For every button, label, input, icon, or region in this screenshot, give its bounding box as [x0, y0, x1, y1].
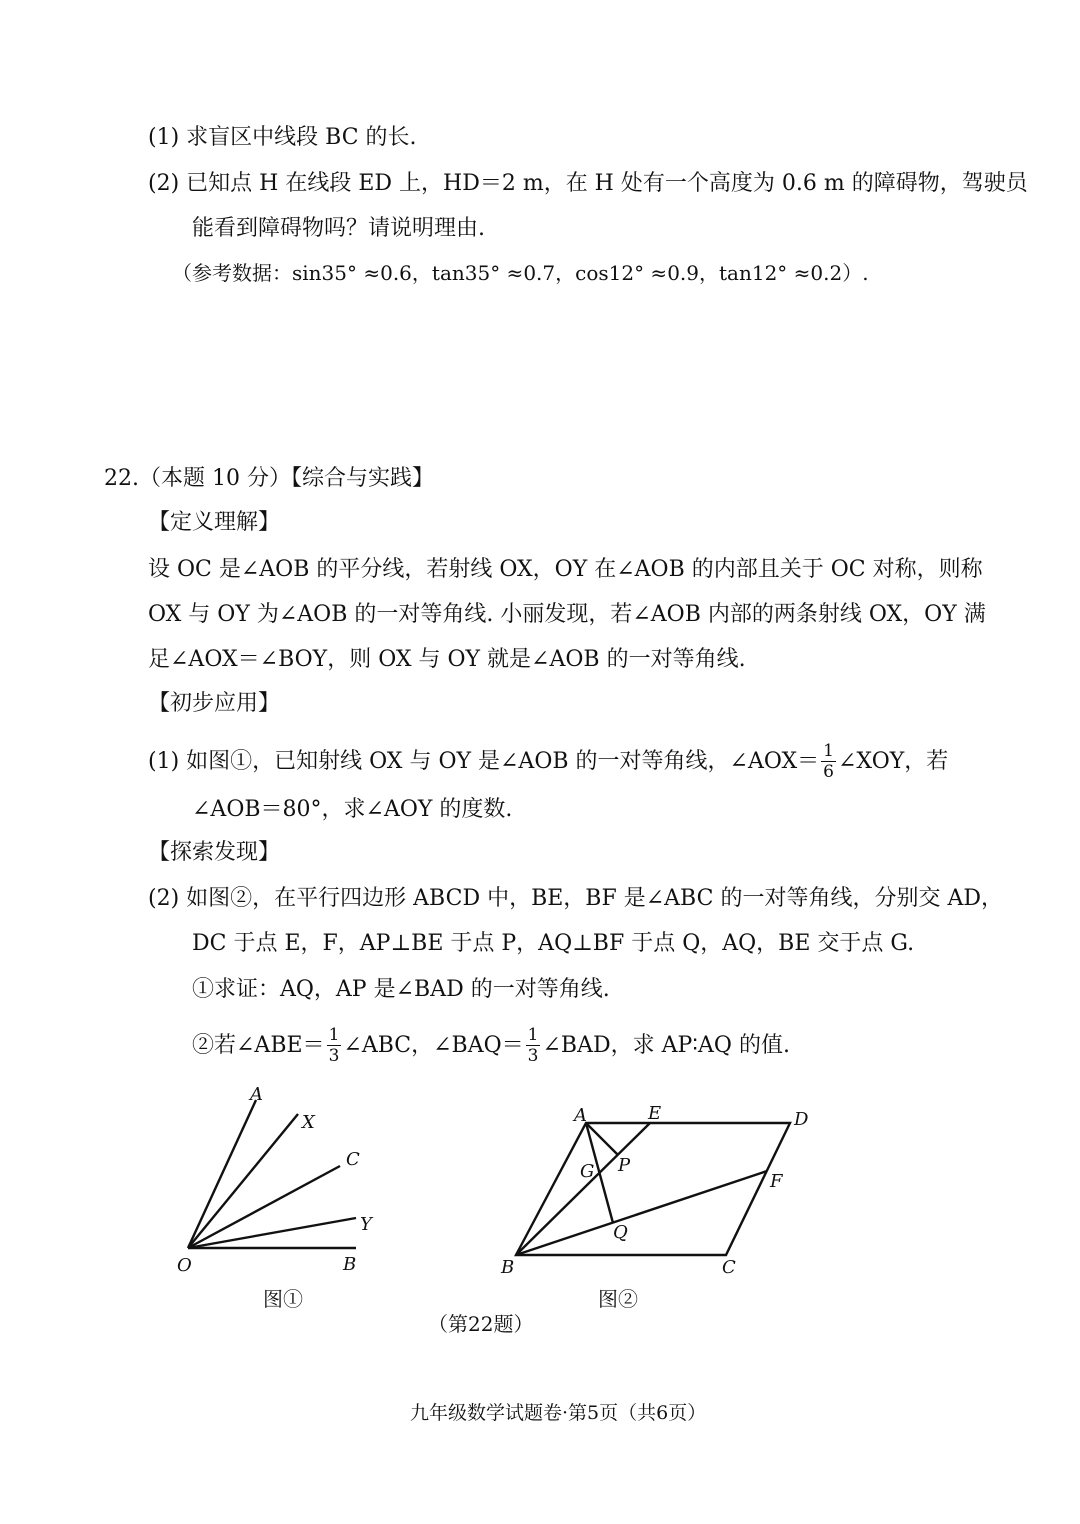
fraction-one-sixth — [821, 743, 836, 781]
point-label-C: C — [346, 1149, 360, 1170]
q22-definition-line1: 设 OC 是∠AOB 的平分线，若射线 OX，OY 在∠AOB 的内部且关于 OC 对称，则称 — [148, 557, 983, 582]
point-label-X: X — [302, 1112, 315, 1133]
fraction-one-third-b — [526, 1027, 541, 1065]
q21-sub1: (1) 求盲区中线段 BC 的长. — [148, 125, 417, 150]
fraction-denominator: 3 — [527, 1046, 539, 1066]
q22-definition-line2: OX 与 OY 为∠AOB 的一对等角线. 小丽发现，若∠AOB 内部的两条射线 OX，OY 满 — [148, 602, 986, 627]
q21-sub2-line1: (2) 已知点 H 在线段 ED 上，HD＝2 m，在 H 处有一个高度为 0.6 m 的障碍物，驾驶员 — [148, 171, 1028, 196]
q21-sub2-line2: 能看到障碍物吗？请说明理由. — [192, 216, 485, 241]
page-footer: 九年级数学试题卷·第5页（共6页） — [410, 1402, 707, 1424]
exp-l4-b: ∠ABC，∠BAQ＝ — [343, 1033, 524, 1058]
app-p1-pre: (1) 如图①，已知射线 OX 与 OY 是∠AOB 的一对等角线，∠AOX＝ — [148, 749, 820, 774]
ray-OX — [188, 1114, 298, 1248]
point-label-A: A — [250, 1084, 263, 1105]
figure-2-diagram — [490, 1095, 820, 1285]
q22-explore-line1: (2) 如图②，在平行四边形 ABCD 中，BE，BF 是∠ABC 的一对等角线，分别交 AD， — [148, 886, 1003, 911]
q22-explore-line2: DC 于点 E，F，AP⊥BE 于点 P，AQ⊥BF 于点 Q，AQ，BE 交于点 G. — [192, 931, 915, 956]
q22-application-title: 【初步应用】 — [148, 691, 281, 716]
point-label-D: D — [794, 1109, 809, 1130]
exp-l4-c: ∠BAD，求 AP∶AQ 的值. — [542, 1033, 790, 1058]
point-label-B: B — [501, 1257, 515, 1278]
ray-OY — [188, 1218, 356, 1248]
point-label-C: C — [722, 1257, 736, 1278]
point-label-Q: Q — [613, 1222, 628, 1243]
fraction-numerator: 1 — [328, 1025, 340, 1045]
fraction-numerator: 1 — [527, 1025, 539, 1045]
figure-1-diagram — [160, 1080, 400, 1280]
exp-l4-a: ②若∠ABE＝ — [192, 1033, 325, 1058]
point-label-A: A — [574, 1105, 587, 1126]
app-p1-post: ∠XOY，若 — [837, 749, 949, 774]
q22-header: 22.（本题 10 分）【综合与实践】 — [104, 466, 434, 491]
point-label-O: O — [177, 1255, 192, 1276]
parallelogram-ABCD — [516, 1123, 790, 1255]
fraction-one-third-a — [327, 1027, 342, 1065]
point-label-E: E — [648, 1103, 662, 1124]
q21-reference-data: （参考数据：sin35° ≈0.6，tan35° ≈0.7，cos12° ≈0.9，tan12° ≈0.2）. — [172, 261, 869, 285]
q22-application-part1-line1 — [148, 743, 948, 781]
point-label-Y: Y — [360, 1214, 372, 1235]
figure-1-caption: 图① — [263, 1287, 303, 1311]
q22-explore-line3: ①求证：AQ，AP 是∠BAD 的一对等角线. — [192, 977, 610, 1002]
question-22-figure-caption: （第22题） — [428, 1312, 534, 1336]
segment-BE — [516, 1123, 650, 1255]
q22-definition-line3: 足∠AOX＝∠BOY，则 OX 与 OY 就是∠AOB 的一对等角线. — [148, 647, 746, 672]
fraction-numerator: 1 — [823, 741, 834, 761]
ray-OC — [188, 1166, 340, 1248]
ray-OA — [188, 1100, 256, 1248]
q22-explore-line4 — [192, 1027, 790, 1065]
point-label-F: F — [770, 1171, 783, 1192]
point-label-P: P — [618, 1155, 631, 1176]
point-label-B: B — [343, 1254, 357, 1275]
q22-application-part1-line2: ∠AOB＝80°，求∠AOY 的度数. — [192, 797, 513, 822]
q22-definition-title: 【定义理解】 — [148, 510, 281, 535]
fraction-denominator: 3 — [328, 1046, 340, 1066]
fraction-denominator: 6 — [823, 762, 834, 782]
point-label-G: G — [580, 1161, 595, 1182]
figure-2-caption: 图② — [598, 1287, 638, 1311]
q22-explore-title: 【探索发现】 — [148, 840, 281, 865]
